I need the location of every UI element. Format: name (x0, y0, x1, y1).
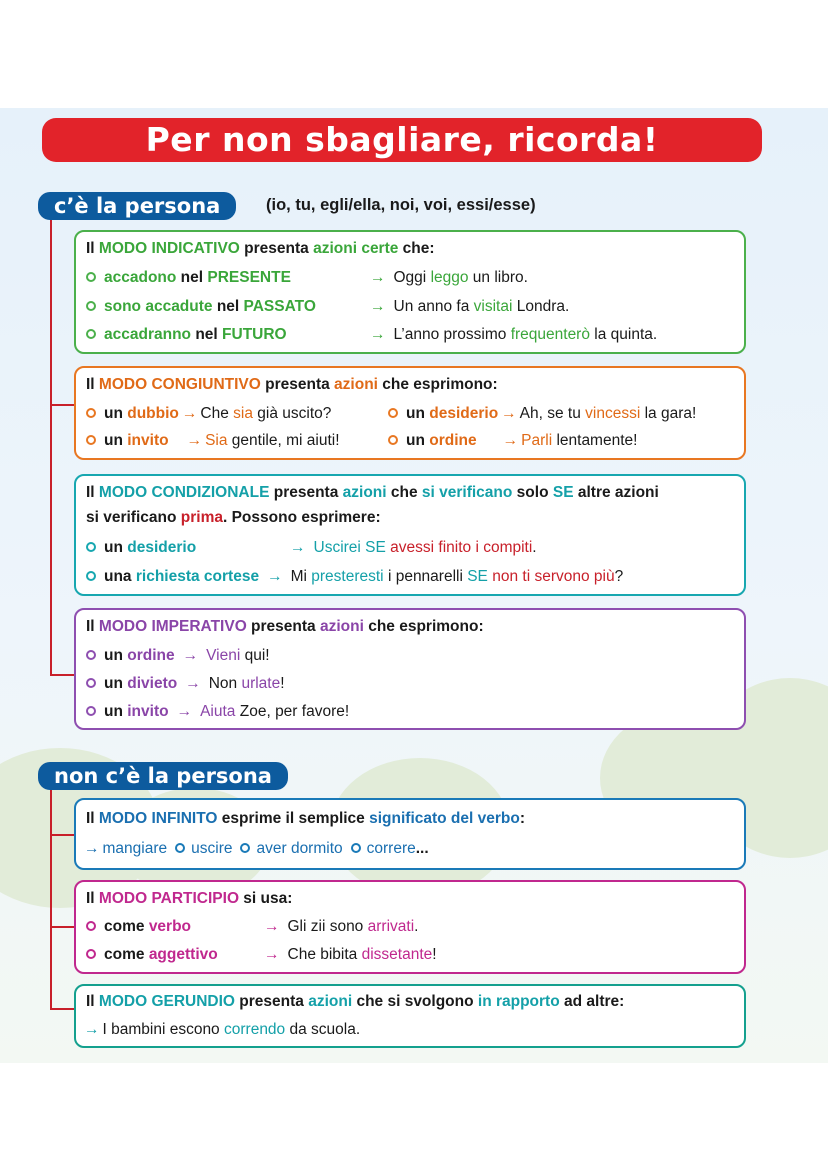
bullet-icon (86, 329, 96, 339)
arrow-right-icon: → (186, 432, 203, 449)
gerundio-heading: Il MODO GERUNDIO presenta azioni che si svolgono in rapporto ad altre: (86, 993, 625, 1010)
list-item: un ordine → Vieni qui! (86, 647, 270, 665)
infinito-heading: Il MODO INFINITO esprime il semplice significato del verbo: (86, 810, 526, 827)
arrow-right-icon: → (290, 539, 306, 556)
bullet-icon (86, 301, 96, 311)
section-label-no-persona: non c’è la persona (38, 762, 288, 790)
box-congiuntivo (74, 366, 746, 460)
tree-line (50, 220, 52, 676)
condizionale-heading: Il MODO CONDIZIONALE presenta azioni che si verificano solo SE altre azioni (86, 484, 659, 501)
page-title: Per non sbagliare, ricorda! (42, 118, 762, 162)
arrow-right-icon: → (267, 568, 283, 585)
list-item-example: → Oggi leggo un libro. (370, 269, 528, 286)
bullet-icon (86, 272, 96, 282)
list-item: una richiesta cortese → Mi presteresti i pennarelli SE non ti servono più? (86, 568, 623, 586)
box-imperativo (74, 608, 746, 730)
participio-heading: Il MODO PARTICIPIO si usa: (86, 890, 293, 907)
bullet-icon (86, 949, 96, 959)
list-item: un invito → Aiuta Zoe, per favore! (86, 703, 349, 721)
arrow-right-icon: → (182, 647, 199, 664)
list-item: un desiderio (86, 539, 196, 557)
list-item: un dubbio → Che sia già uscito? (86, 405, 331, 423)
tree-line (50, 790, 52, 1010)
arrow-right-icon: → (370, 269, 386, 286)
list-item: → I bambini escono correndo da scuola. (84, 1021, 361, 1038)
section-label-persona: c’è la persona (38, 192, 236, 220)
bullet-icon (86, 921, 96, 931)
arrow-right-icon: → (176, 703, 193, 720)
list-item-example: → Gli zii sono arrivati. (264, 918, 419, 935)
box-infinito (74, 798, 746, 870)
list-item-example: → Che bibita dissetante! (264, 946, 437, 963)
arrow-right-icon: → (185, 675, 201, 692)
arrow-right-icon: → (84, 1021, 100, 1038)
arrow-right-icon: → (502, 432, 519, 449)
bullet-icon (86, 435, 96, 445)
arrow-right-icon: → (501, 405, 517, 422)
bullet-icon (175, 843, 185, 853)
list-item: un desiderio → Ah, se tu vincessi la gara! (388, 405, 696, 423)
bullet-icon (351, 843, 361, 853)
list-item: come verbo (86, 918, 191, 936)
condizionale-heading-line2: si verificano prima. Possono esprimere: (86, 509, 381, 526)
section-note-persona: (io, tu, egli/ella, noi, voi, essi/esse) (266, 196, 536, 214)
arrow-right-icon: → (370, 298, 386, 315)
bullet-icon (86, 571, 96, 581)
tree-branch (50, 1008, 74, 1010)
arrow-right-icon: → (84, 840, 100, 857)
bullet-icon (86, 650, 96, 660)
list-item-example: → Un anno fa visitai Londra. (370, 298, 570, 315)
list-item: come aggettivo (86, 946, 218, 964)
list-item-example: → L’anno prossimo frequenterò la quinta. (370, 326, 658, 343)
box-indicativo (74, 230, 746, 354)
list-item: → mangiare uscire aver dormito correre... (84, 840, 429, 857)
list-item-example: → Uscirei SE avessi finito i compiti. (290, 539, 537, 556)
poster (0, 108, 828, 1063)
list-item: un ordine → Parli lentamente! (388, 432, 637, 450)
congiuntivo-heading: Il MODO CONGIUNTIVO presenta azioni che esprimono: (86, 376, 498, 393)
arrow-right-icon: → (264, 918, 280, 935)
box-participio (74, 880, 746, 974)
box-gerundio (74, 984, 746, 1048)
bullet-icon (388, 435, 398, 445)
box-condizionale (74, 474, 746, 596)
list-item: accadono nel PRESENTE (86, 269, 291, 287)
list-item: un invito → Sia gentile, mi aiuti! (86, 432, 340, 450)
tree-branch (50, 834, 74, 836)
tree-branch (50, 404, 74, 406)
bullet-icon (86, 542, 96, 552)
bullet-icon (388, 408, 398, 418)
list-item: sono accadute nel PASSATO (86, 298, 316, 316)
bullet-icon (240, 843, 250, 853)
indicativo-heading: Il MODO INDICATIVO presenta azioni certe che: (86, 240, 435, 257)
bullet-icon (86, 706, 96, 716)
arrow-right-icon: → (370, 326, 386, 343)
bullet-icon (86, 678, 96, 688)
arrow-right-icon: → (181, 405, 198, 422)
imperativo-heading: Il MODO IMPERATIVO presenta azioni che esprimono: (86, 618, 484, 635)
bullet-icon (86, 408, 96, 418)
tree-branch (50, 674, 74, 676)
list-item: accadranno nel FUTURO (86, 326, 287, 344)
list-item: un divieto → Non urlate! (86, 675, 285, 693)
tree-branch (50, 926, 74, 928)
arrow-right-icon: → (264, 946, 280, 963)
